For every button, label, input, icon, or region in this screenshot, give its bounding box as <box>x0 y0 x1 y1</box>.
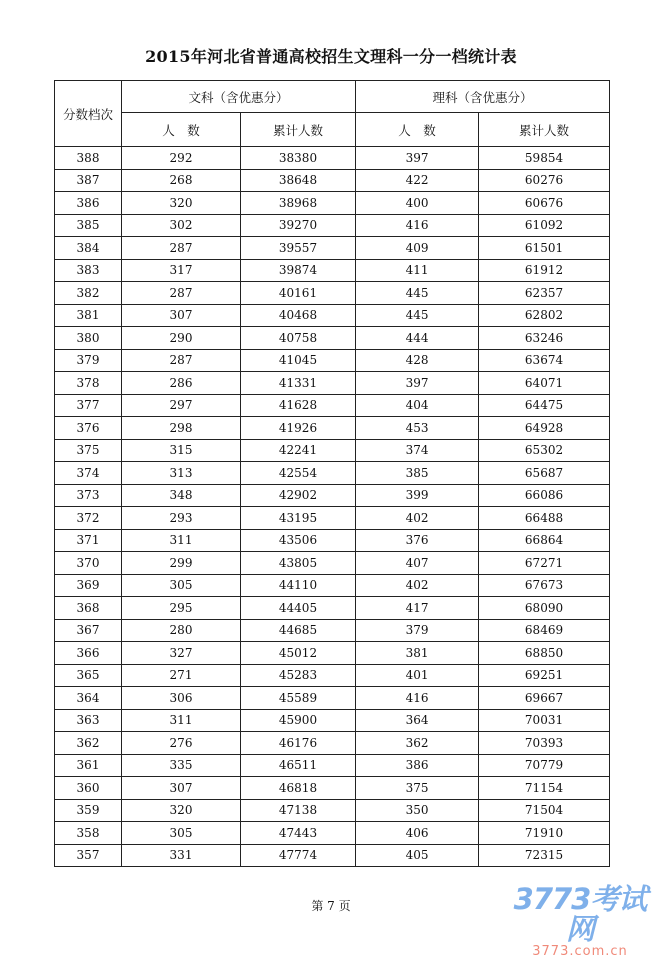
wenke-count-cell: 311 <box>122 709 241 732</box>
score-distribution-table <box>54 80 610 867</box>
score-cell: 361 <box>55 754 122 777</box>
like-cumulative-cell: 66864 <box>479 529 610 552</box>
score-cell: 370 <box>55 552 122 575</box>
wenke-cumulative-cell: 46511 <box>241 754 356 777</box>
table-row <box>55 732 610 755</box>
wenke-cumulative-cell: 40468 <box>241 304 356 327</box>
like-count-cell: 422 <box>356 169 479 192</box>
wenke-cumulative-cell: 47443 <box>241 822 356 845</box>
header-like-count: 人 数 <box>356 113 479 147</box>
score-cell: 388 <box>55 147 122 170</box>
table-row <box>55 687 610 710</box>
table-row <box>55 664 610 687</box>
score-cell: 380 <box>55 327 122 350</box>
like-cumulative-cell: 64071 <box>479 372 610 395</box>
like-cumulative-cell: 71504 <box>479 799 610 822</box>
like-count-cell: 402 <box>356 507 479 530</box>
page-number: 第 7 页 <box>311 899 351 913</box>
score-cell: 367 <box>55 619 122 642</box>
wenke-cumulative-cell: 41628 <box>241 394 356 417</box>
like-cumulative-cell: 68469 <box>479 619 610 642</box>
wenke-cumulative-cell: 47138 <box>241 799 356 822</box>
table-row <box>55 259 610 282</box>
wenke-cumulative-cell: 46818 <box>241 777 356 800</box>
table-row <box>55 282 610 305</box>
like-count-cell: 444 <box>356 327 479 350</box>
wenke-cumulative-cell: 44405 <box>241 597 356 620</box>
header-like: 理科（含优惠分） <box>356 81 610 113</box>
like-count-cell: 364 <box>356 709 479 732</box>
table-row <box>55 822 610 845</box>
score-cell: 360 <box>55 777 122 800</box>
like-cumulative-cell: 69251 <box>479 664 610 687</box>
table-row <box>55 372 610 395</box>
wenke-cumulative-cell: 45283 <box>241 664 356 687</box>
wenke-count-cell: 276 <box>122 732 241 755</box>
wenke-cumulative-cell: 40758 <box>241 327 356 350</box>
header-wenke-cumulative: 累计人数 <box>241 113 356 147</box>
wenke-cumulative-cell: 41331 <box>241 372 356 395</box>
like-cumulative-cell: 60276 <box>479 169 610 192</box>
wenke-count-cell: 331 <box>122 844 241 867</box>
wenke-count-cell: 348 <box>122 484 241 507</box>
like-cumulative-cell: 59854 <box>479 147 610 170</box>
like-cumulative-cell: 61912 <box>479 259 610 282</box>
header-wenke: 文科（含优惠分） <box>122 81 356 113</box>
score-cell: 358 <box>55 822 122 845</box>
table-row <box>55 799 610 822</box>
wenke-cumulative-cell: 46176 <box>241 732 356 755</box>
like-cumulative-cell: 64475 <box>479 394 610 417</box>
wenke-count-cell: 305 <box>122 574 241 597</box>
wenke-count-cell: 297 <box>122 394 241 417</box>
score-cell: 365 <box>55 664 122 687</box>
watermark-sub: 3773.com.cn <box>532 944 628 959</box>
like-count-cell: 405 <box>356 844 479 867</box>
table-row <box>55 574 610 597</box>
table-row <box>55 349 610 372</box>
wenke-count-cell: 313 <box>122 462 241 485</box>
wenke-count-cell: 327 <box>122 642 241 665</box>
like-cumulative-cell: 63674 <box>479 349 610 372</box>
table-row <box>55 327 610 350</box>
score-cell: 362 <box>55 732 122 755</box>
wenke-cumulative-cell: 38380 <box>241 147 356 170</box>
wenke-count-cell: 315 <box>122 439 241 462</box>
table-row <box>55 507 610 530</box>
table-row <box>55 597 610 620</box>
like-count-cell: 406 <box>356 822 479 845</box>
wenke-cumulative-cell: 45900 <box>241 709 356 732</box>
like-count-cell: 428 <box>356 349 479 372</box>
wenke-count-cell: 287 <box>122 349 241 372</box>
table-row <box>55 192 610 215</box>
like-cumulative-cell: 72315 <box>479 844 610 867</box>
wenke-count-cell: 271 <box>122 664 241 687</box>
like-cumulative-cell: 60676 <box>479 192 610 215</box>
wenke-count-cell: 287 <box>122 237 241 260</box>
wenke-cumulative-cell: 39270 <box>241 214 356 237</box>
score-cell: 372 <box>55 507 122 530</box>
score-cell: 371 <box>55 529 122 552</box>
like-cumulative-cell: 67673 <box>479 574 610 597</box>
like-count-cell: 397 <box>356 147 479 170</box>
wenke-count-cell: 311 <box>122 529 241 552</box>
like-count-cell: 445 <box>356 304 479 327</box>
like-count-cell: 386 <box>356 754 479 777</box>
score-cell: 386 <box>55 192 122 215</box>
table-row <box>55 304 610 327</box>
like-count-cell: 362 <box>356 732 479 755</box>
table-row <box>55 844 610 867</box>
score-cell: 374 <box>55 462 122 485</box>
wenke-count-cell: 306 <box>122 687 241 710</box>
wenke-count-cell: 302 <box>122 214 241 237</box>
like-cumulative-cell: 70779 <box>479 754 610 777</box>
like-cumulative-cell: 71154 <box>479 777 610 800</box>
like-count-cell: 411 <box>356 259 479 282</box>
wenke-count-cell: 335 <box>122 754 241 777</box>
wenke-count-cell: 295 <box>122 597 241 620</box>
wenke-cumulative-cell: 39557 <box>241 237 356 260</box>
like-count-cell: 375 <box>356 777 479 800</box>
table-row <box>55 709 610 732</box>
like-cumulative-cell: 61092 <box>479 214 610 237</box>
like-cumulative-cell: 62802 <box>479 304 610 327</box>
like-cumulative-cell: 64928 <box>479 417 610 440</box>
wenke-count-cell: 317 <box>122 259 241 282</box>
table-row <box>55 169 610 192</box>
wenke-cumulative-cell: 45589 <box>241 687 356 710</box>
like-cumulative-cell: 65687 <box>479 462 610 485</box>
score-cell: 377 <box>55 394 122 417</box>
table-row <box>55 237 610 260</box>
score-cell: 385 <box>55 214 122 237</box>
wenke-cumulative-cell: 42902 <box>241 484 356 507</box>
score-cell: 384 <box>55 237 122 260</box>
table-row <box>55 754 610 777</box>
like-count-cell: 445 <box>356 282 479 305</box>
wenke-cumulative-cell: 40161 <box>241 282 356 305</box>
table-row <box>55 642 610 665</box>
like-cumulative-cell: 70393 <box>479 732 610 755</box>
like-cumulative-cell: 67271 <box>479 552 610 575</box>
score-cell: 381 <box>55 304 122 327</box>
wenke-count-cell: 287 <box>122 282 241 305</box>
like-count-cell: 416 <box>356 687 479 710</box>
wenke-cumulative-cell: 41045 <box>241 349 356 372</box>
like-count-cell: 409 <box>356 237 479 260</box>
like-cumulative-cell: 70031 <box>479 709 610 732</box>
wenke-count-cell: 298 <box>122 417 241 440</box>
wenke-cumulative-cell: 43506 <box>241 529 356 552</box>
wenke-count-cell: 292 <box>122 147 241 170</box>
wenke-count-cell: 307 <box>122 304 241 327</box>
wenke-count-cell: 293 <box>122 507 241 530</box>
wenke-count-cell: 290 <box>122 327 241 350</box>
score-cell: 357 <box>55 844 122 867</box>
score-cell: 359 <box>55 799 122 822</box>
like-count-cell: 453 <box>356 417 479 440</box>
like-count-cell: 402 <box>356 574 479 597</box>
like-count-cell: 407 <box>356 552 479 575</box>
header-score: 分数档次 <box>55 81 122 147</box>
score-cell: 363 <box>55 709 122 732</box>
like-cumulative-cell: 68850 <box>479 642 610 665</box>
like-count-cell: 374 <box>356 439 479 462</box>
score-cell: 368 <box>55 597 122 620</box>
score-cell: 382 <box>55 282 122 305</box>
table-row <box>55 439 610 462</box>
score-cell: 373 <box>55 484 122 507</box>
wenke-cumulative-cell: 42554 <box>241 462 356 485</box>
like-count-cell: 397 <box>356 372 479 395</box>
wenke-cumulative-cell: 38648 <box>241 169 356 192</box>
like-cumulative-cell: 68090 <box>479 597 610 620</box>
header-like-cumulative: 累计人数 <box>479 113 610 147</box>
wenke-count-cell: 280 <box>122 619 241 642</box>
like-cumulative-cell: 66488 <box>479 507 610 530</box>
wenke-count-cell: 307 <box>122 777 241 800</box>
table-row <box>55 214 610 237</box>
wenke-cumulative-cell: 45012 <box>241 642 356 665</box>
score-cell: 379 <box>55 349 122 372</box>
like-count-cell: 401 <box>356 664 479 687</box>
wenke-count-cell: 305 <box>122 822 241 845</box>
wenke-cumulative-cell: 47774 <box>241 844 356 867</box>
wenke-cumulative-cell: 41926 <box>241 417 356 440</box>
wenke-cumulative-cell: 43805 <box>241 552 356 575</box>
like-cumulative-cell: 61501 <box>479 237 610 260</box>
like-count-cell: 404 <box>356 394 479 417</box>
table-row <box>55 484 610 507</box>
table-row <box>55 777 610 800</box>
header-wenke-count: 人 数 <box>122 113 241 147</box>
like-count-cell: 417 <box>356 597 479 620</box>
wenke-cumulative-cell: 42241 <box>241 439 356 462</box>
like-count-cell: 400 <box>356 192 479 215</box>
score-cell: 376 <box>55 417 122 440</box>
table-row <box>55 529 610 552</box>
score-cell: 369 <box>55 574 122 597</box>
watermark-main: 3773考试网 <box>513 882 647 946</box>
like-cumulative-cell: 62357 <box>479 282 610 305</box>
table-row <box>55 147 610 170</box>
table-row <box>55 394 610 417</box>
wenke-count-cell: 320 <box>122 192 241 215</box>
wenke-cumulative-cell: 44110 <box>241 574 356 597</box>
like-count-cell: 381 <box>356 642 479 665</box>
like-count-cell: 385 <box>356 462 479 485</box>
wenke-count-cell: 299 <box>122 552 241 575</box>
table-row <box>55 462 610 485</box>
score-cell: 364 <box>55 687 122 710</box>
like-cumulative-cell: 63246 <box>479 327 610 350</box>
watermark-logo <box>500 884 660 960</box>
wenke-cumulative-cell: 38968 <box>241 192 356 215</box>
table-row <box>55 619 610 642</box>
like-count-cell: 379 <box>356 619 479 642</box>
wenke-cumulative-cell: 43195 <box>241 507 356 530</box>
score-cell: 387 <box>55 169 122 192</box>
score-cell: 378 <box>55 372 122 395</box>
wenke-count-cell: 268 <box>122 169 241 192</box>
wenke-cumulative-cell: 44685 <box>241 619 356 642</box>
like-cumulative-cell: 66086 <box>479 484 610 507</box>
like-count-cell: 416 <box>356 214 479 237</box>
like-cumulative-cell: 65302 <box>479 439 610 462</box>
like-count-cell: 350 <box>356 799 479 822</box>
like-cumulative-cell: 69667 <box>479 687 610 710</box>
score-cell: 383 <box>55 259 122 282</box>
like-count-cell: 376 <box>356 529 479 552</box>
table-row <box>55 417 610 440</box>
like-cumulative-cell: 71910 <box>479 822 610 845</box>
wenke-count-cell: 320 <box>122 799 241 822</box>
score-cell: 375 <box>55 439 122 462</box>
page-title: 2015年河北省普通高校招生文理科一分一档统计表 <box>145 47 517 66</box>
like-count-cell: 399 <box>356 484 479 507</box>
wenke-count-cell: 286 <box>122 372 241 395</box>
table-row <box>55 552 610 575</box>
wenke-cumulative-cell: 39874 <box>241 259 356 282</box>
score-cell: 366 <box>55 642 122 665</box>
